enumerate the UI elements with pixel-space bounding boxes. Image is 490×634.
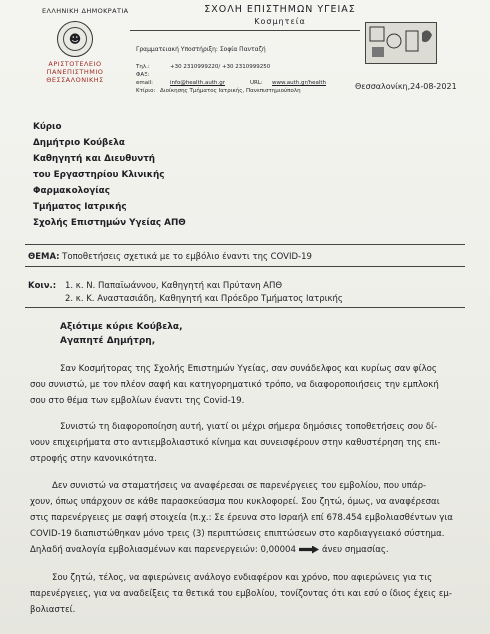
recipient-line-6: Τμήματος Ιατρικής [33, 202, 127, 212]
subject-rule-bottom [25, 266, 465, 267]
paragraph-3-line-2: χουν, όπως υπάρχουν σε κάθε παρασκεύασμα που κυκλοφορεί. Σου ζητώ, όμως, να αναφέρεσαι [30, 497, 440, 507]
paragraph-2-line-1: Συνιστώ τη διαφοροποίηση αυτή, γιατί οι μέχρι σήμερα δημόσιες τοποθετήσεις σου δί- [60, 422, 438, 432]
school-logo-icon [365, 22, 437, 64]
greeting-line-1: Αξιότιμε κύριε Κούβελα, [60, 322, 183, 332]
paragraph-1-line-3: σου στο θέμα των εμβολίων έναντι της Covid-19. [30, 396, 245, 406]
letterhead-rule [130, 30, 360, 31]
subject-rule-top [25, 244, 465, 245]
university-seal-icon [57, 21, 93, 57]
url-link[interactable]: www.auth.gr/health [272, 80, 327, 86]
city-date: Θεσσαλονίκη,24-08-2021 [355, 82, 457, 91]
ratio-text: Δηλαδή αναλογία εμβολιασμένων και παρενεργειών: 0,00004 [30, 545, 296, 555]
cc-label: Κοιν.: [28, 281, 57, 291]
office-name: Κοσμητεία [254, 17, 306, 26]
recipient-line-1: Κύριο [33, 122, 62, 132]
paragraph-3-line-4: COVID-19 διαπιστώθηκαν μόνο τρεις (3) περιπτώσεις επιπτώσεων στο καρδιαγγειακό σύστημα. [30, 529, 445, 539]
greeting-line-2: Αγαπητέ Δημήτρη, [60, 336, 156, 346]
address-value: Διοίκησης Τμήματος Ιατρικής, Πανεπιστημιούπολη [160, 88, 301, 94]
tel-value: +30 2310999220/ +30 2310999250 [170, 64, 271, 70]
fax-label: ΦΑΞ: [136, 72, 150, 78]
recipient-line-5: Φαρμακολογίας [33, 186, 110, 196]
paragraph-2-line-3: στροφής στην κανονικότητα. [30, 454, 157, 464]
right-arrow-icon [299, 546, 319, 554]
paragraph-4-line-1: Σου ζητώ, τέλος, να αφιερώνεις ανάλογο ενδιαφέρον και χρόνο, που αφιερώνεις για τις [52, 573, 433, 583]
email-label: email: [136, 80, 154, 86]
subject [28, 252, 312, 262]
paragraph-2-line-2: νουν επιχειρήματα στο αντιεμβολιαστικό κίνημα και συνεισφέρουν στην καθυστέρηση της επι- [30, 438, 441, 448]
paragraph-4-line-3: βολιαστεί. [30, 605, 76, 615]
cc-rule [25, 307, 465, 308]
subject-label: ΘΕΜΑ: [28, 252, 60, 262]
university-name-line1: ΑΡΙΣΤΟΤΕΛΕΙΟ [48, 60, 102, 68]
paragraph-1-line-1: Σαν Κοσμήτορας της Σχολής Επιστημών Υγείας, σαν συνάδελφος και κυρίως σαν φίλος [60, 364, 437, 374]
cc-item-2: 2. κ. Κ. Αναστασιάδη, Καθηγητή και Πρόεδρο Τμήματος Ιατρικής [65, 294, 343, 304]
secretariat: Γραμματειακή Υποστήριξη: Σοφία Πανταζή [136, 46, 266, 53]
address-label: Κτίριο: [136, 88, 156, 94]
ratio-conclusion: άνευ σημασίας. [322, 545, 389, 555]
cc-item-1: 1. κ. Ν. Παπαϊωάννου, Καθηγητή και Πρύτανη ΑΠΘ [65, 281, 283, 291]
paragraph-3-line-1: Δεν συνιστώ να σταματήσεις να αναφέρεσαι σε παρενέργειες του εμβολίου, που υπάρ- [52, 481, 427, 491]
email-link[interactable]: info@health.auth.gr [170, 80, 225, 86]
seal-portrait-icon: ☻ [63, 27, 87, 51]
paragraph-4-line-2: παρενέργειες, για να αναδείξεις τα θετικά του εμβολίου, τονίζοντας ότι και εσύ ο ίδιος έχεις εμ- [30, 589, 452, 599]
paragraph-3-line-5 [30, 545, 389, 555]
subject-text: Τοποθετήσεις σχετικά με το εμβόλιο έναντι της COVID-19 [62, 252, 312, 262]
recipient-line-3: Καθηγητή και Διευθυντή [33, 154, 156, 164]
recipient-line-7: Σχολής Επιστημών Υγείας ΑΠΘ [33, 218, 186, 228]
school-name: ΣΧΟΛΗ ΕΠΙΣΤΗΜΩΝ ΥΓΕΙΑΣ [204, 4, 356, 15]
url-label: URL: [250, 80, 263, 86]
tel-label: Τηλ.: [136, 64, 150, 70]
university-name-line3: ΘΕΣΣΑΛΟΝΙΚΗΣ [46, 76, 104, 84]
recipient-line-4: του Εργαστηρίου Κλινικής [33, 170, 165, 180]
recipient-line-2: Δημήτριο Κούβελα [33, 138, 125, 148]
country-label: ΕΛΛΗΝΙΚΗ ΔΗΜΟΚΡΑΤΙΑ [42, 7, 129, 15]
paragraph-1-line-2: σου συνιστώ, με τον πλέον σαφή και κατηγορηματικό τρόπο, να διαφοροποιήσεις την εμπλοκή [30, 380, 439, 390]
university-name-line2: ΠΑΝΕΠΙΣΤΗΜΙΟ [46, 68, 104, 76]
paragraph-3-line-3: στις παρενέργειες με σαφή στοιχεία (π.χ.: Σε έρευνα στο Ισραήλ επί 678.454 εμβολιασθέντων για [30, 513, 453, 523]
